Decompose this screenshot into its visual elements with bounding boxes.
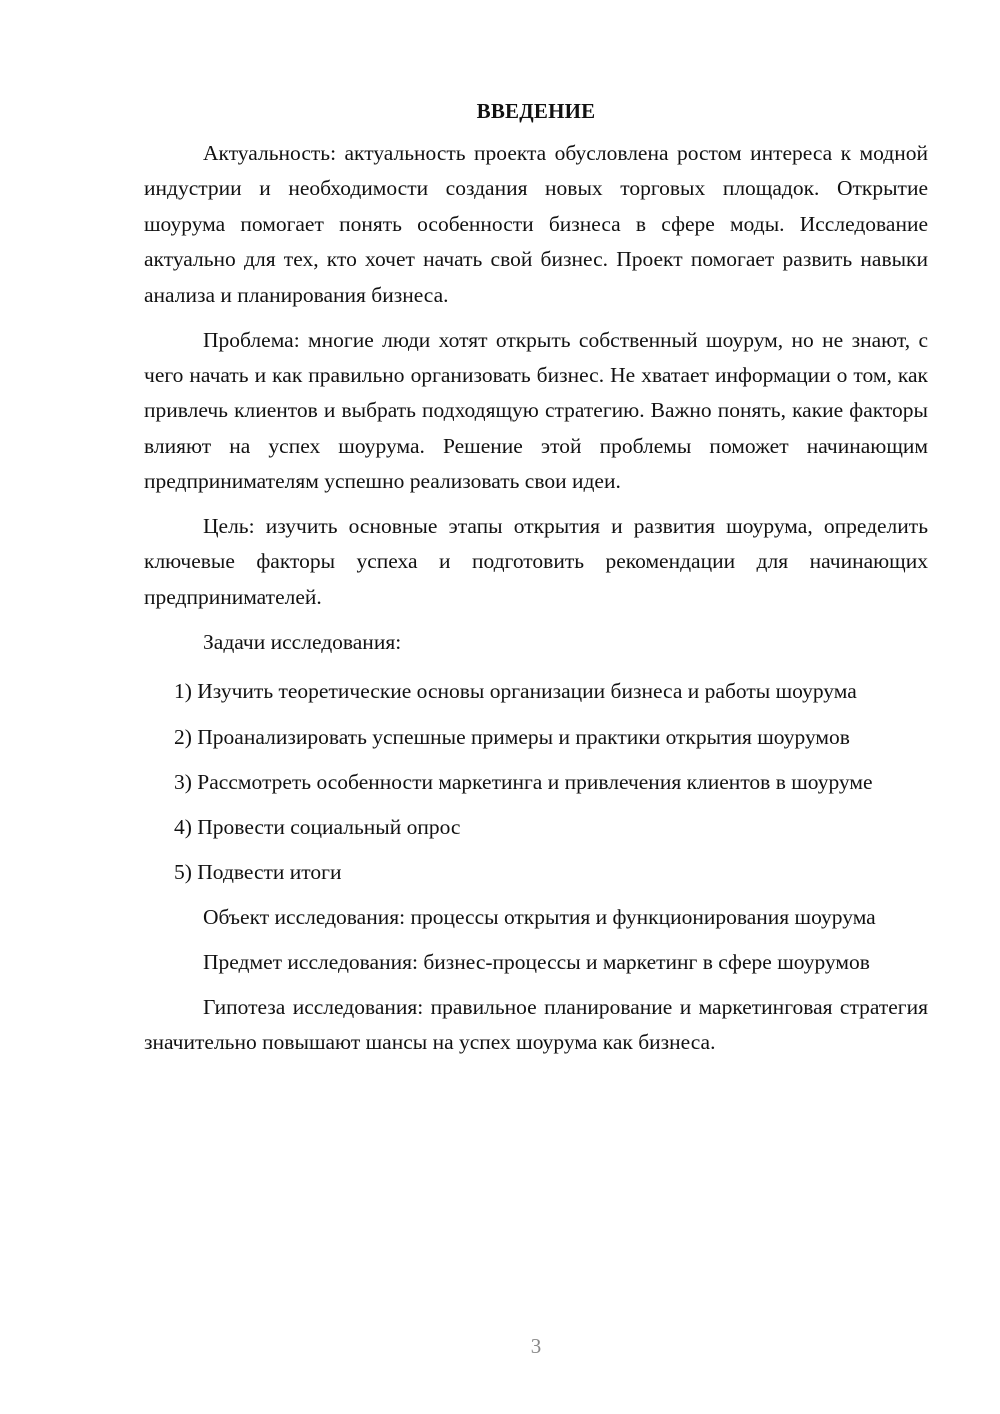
task-item: 1) Изучить теоретические основы организации бизнеса и работы шоурума (174, 679, 857, 704)
task-item: 2) Проанализировать успешные примеры и практики открытия шоурумов (174, 724, 850, 749)
document-page (144, 94, 928, 1070)
object-paragraph: Объект исследования: процессы открытия и функционирования шоурума (203, 905, 876, 930)
hypothesis-paragraph: Гипотеза исследования: правильное планирование и маркетинговая стратегия значительно повышают шансы на успех шоурума как бизнеса. (144, 995, 928, 1055)
section-title: ВВЕДЕНИЕ (476, 99, 596, 123)
relevance-paragraph: Актуальность: актуальность проекта обусловлена ростом интереса к модной индустрии и необходимости создания новых торговых площадок. Открытие шоурума помогает понять особенности бизнеса в сфере моды. Исследование актуально для тех, кто хочет начать свой бизнес. Проект помогает развить навыки анализа и планирования бизнеса. (144, 141, 928, 307)
page-number: 3 (530, 1334, 542, 1358)
goal-paragraph: Цель: изучить основные этапы открытия и развития шоурума, определить ключевые факторы успеха и подготовить рекомендации для начинающих предпринимателей. (144, 514, 928, 609)
subject-paragraph: Предмет исследования: бизнес-процессы и маркетинг в сфере шоурумов (203, 950, 870, 975)
task-item: 3) Рассмотреть особенности маркетинга и привлечения клиентов в шоуруме (174, 770, 873, 794)
task-item: 5) Подвести итоги (174, 860, 342, 885)
task-item: 4) Провести социальный опрос (174, 815, 461, 840)
problem-paragraph: Проблема: многие люди хотят открыть собственный шоурум, но не знают, с чего начать и как правильно организовать бизнес. Не хватает информации о том, как привлечь клиентов и выбрать подходящую стратегию. Важно понять, какие факторы влияют на успех шоурума. Решение этой проблемы поможет начинающим предпринимателям успешно реализовать свои идеи. (144, 327, 928, 494)
tasks-heading: Задачи исследования: (203, 629, 402, 654)
